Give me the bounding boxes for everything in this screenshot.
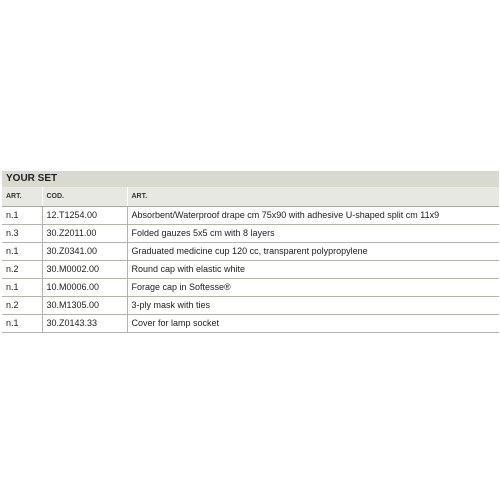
header-description: ART. [127,187,499,207]
row-qty: n.2 [2,297,42,315]
row-description: Absorbent/Waterproof drape cm 75x90 with adhesive U-shaped split cm 11x9 [127,207,499,225]
table-title: YOUR SET [2,171,499,187]
row-description: Folded gauzes 5x5 cm with 8 layers [127,225,499,243]
table-row [2,315,499,333]
table-row [2,243,499,261]
set-table [2,171,499,333]
row-code: 30.Z0341.00 [42,243,127,261]
table-row [2,279,499,297]
row-code: 12.T1254.00 [42,207,127,225]
row-qty: n.1 [2,279,42,297]
row-qty: n.3 [2,225,42,243]
row-qty: n.1 [2,243,42,261]
row-qty: n.1 [2,315,42,333]
row-description: 3-ply mask with ties [127,297,499,315]
row-description: Forage cap in Softesse® [127,279,499,297]
row-code: 30.Z0143.33 [42,315,127,333]
table-row [2,225,499,243]
row-code: 10.M0006.00 [42,279,127,297]
row-description: Graduated medicine cup 120 cc, transparent polypropylene [127,243,499,261]
row-description: Cover for lamp socket [127,315,499,333]
row-description: Round cap with elastic white [127,261,499,279]
table-title-row [2,171,499,187]
row-code: 30.M1305.00 [42,297,127,315]
table-header-row [2,187,499,207]
header-qty: ART. [2,187,42,207]
row-qty: n.1 [2,207,42,225]
table-row [2,207,499,225]
table-row [2,297,499,315]
header-code: COD. [42,187,127,207]
row-code: 30.M0002.00 [42,261,127,279]
row-qty: n.2 [2,261,42,279]
table-row [2,261,499,279]
row-code: 30.Z2011.00 [42,225,127,243]
